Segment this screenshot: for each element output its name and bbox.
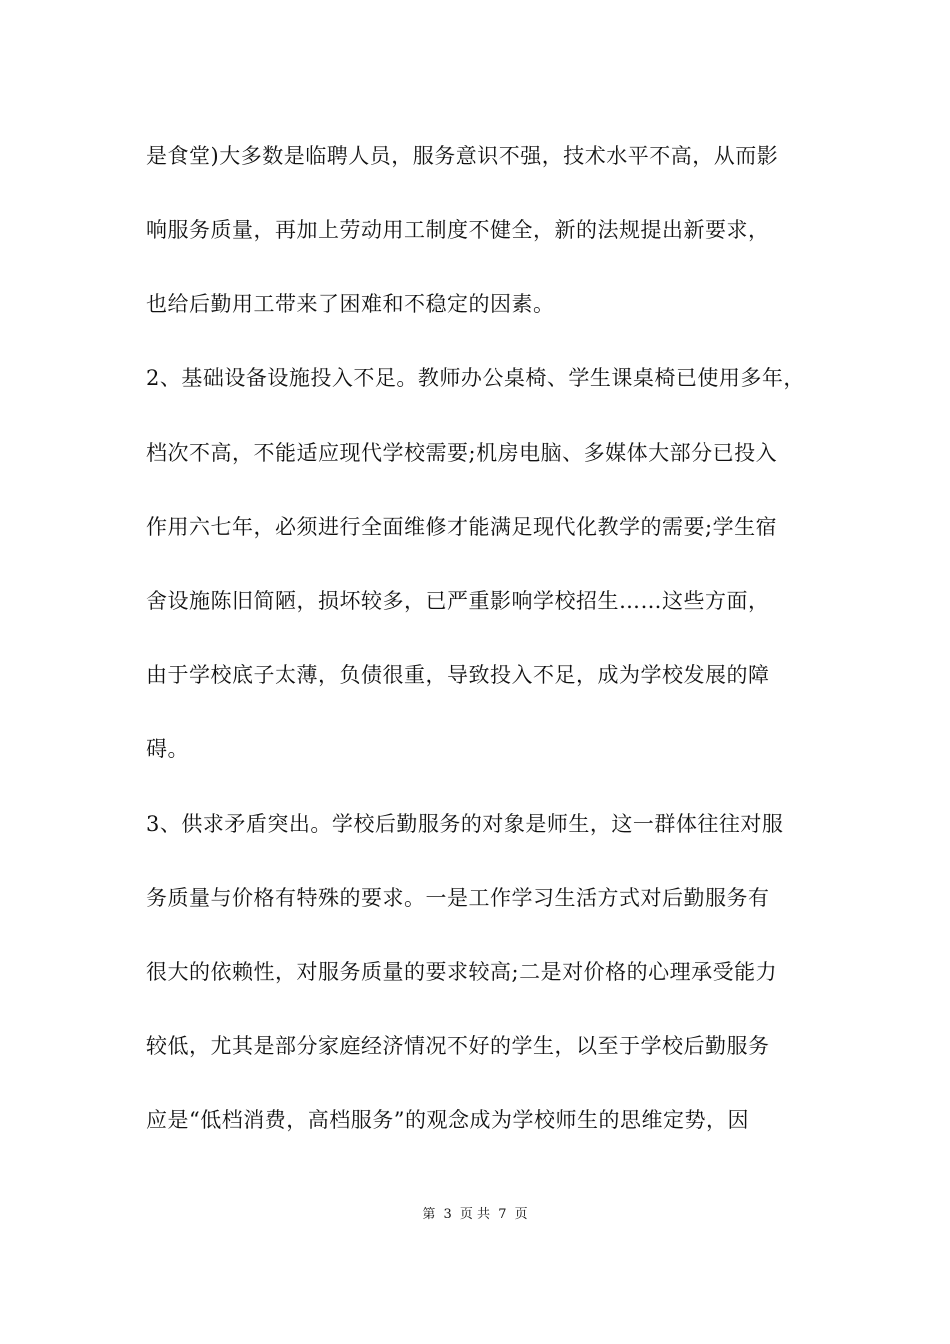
text-line-14: 应是“低档消费，高档服务”的观念成为学校师生的思维定势，因 xyxy=(146,1108,749,1132)
text-line-6: 作用六七年，必须进行全面维修才能满足现代化教学的需要;学生宿 xyxy=(146,515,778,539)
footer-suffix: 页 xyxy=(514,1207,528,1222)
text-line-1: 是食堂)大多数是临聘人员，服务意识不强，技术水平不高，从而影 xyxy=(146,144,779,168)
footer-current-page: 3 xyxy=(443,1207,452,1222)
text-line-11: 务质量与价格有特殊的要求。一是工作学习生活方式对后勤服务有 xyxy=(146,886,770,910)
text-line-2: 响服务质量，再加上劳动用工制度不健全，新的法规提出新要求， xyxy=(146,218,770,242)
footer-prefix: 第 xyxy=(422,1207,436,1222)
text-line-9: 碍。 xyxy=(146,737,189,761)
footer-middle: 页 共 xyxy=(459,1207,491,1222)
text-line-7: 舍设施陈旧简陋，损坏较多，已严重影响学校招生……这些方面， xyxy=(146,589,770,613)
footer-total-pages: 7 xyxy=(498,1207,507,1222)
text-line-10: 3、供求矛盾突出。学校后勤服务的对象是师生，这一群体往往对服 xyxy=(146,812,784,836)
page-footer xyxy=(0,1206,950,1224)
text-line-4: 2、基础设备设施投入不足。教师办公桌椅、学生课桌椅已使用多年， xyxy=(146,366,805,390)
text-line-12: 很大的依赖性，对服务质量的要求较高;二是对价格的心理承受能力 xyxy=(146,960,778,984)
text-line-13: 较低，尤其是部分家庭经济情况不好的学生，以至于学校后勤服务 xyxy=(146,1034,770,1058)
text-line-3: 也给后勤用工带来了困难和不稳定的因素。 xyxy=(146,292,555,316)
text-line-8: 由于学校底子太薄，负债很重，导致投入不足，成为学校发展的障 xyxy=(146,663,770,687)
text-line-5: 档次不高，不能适应现代学校需要;机房电脑、多媒体大部分已投入 xyxy=(146,441,778,465)
